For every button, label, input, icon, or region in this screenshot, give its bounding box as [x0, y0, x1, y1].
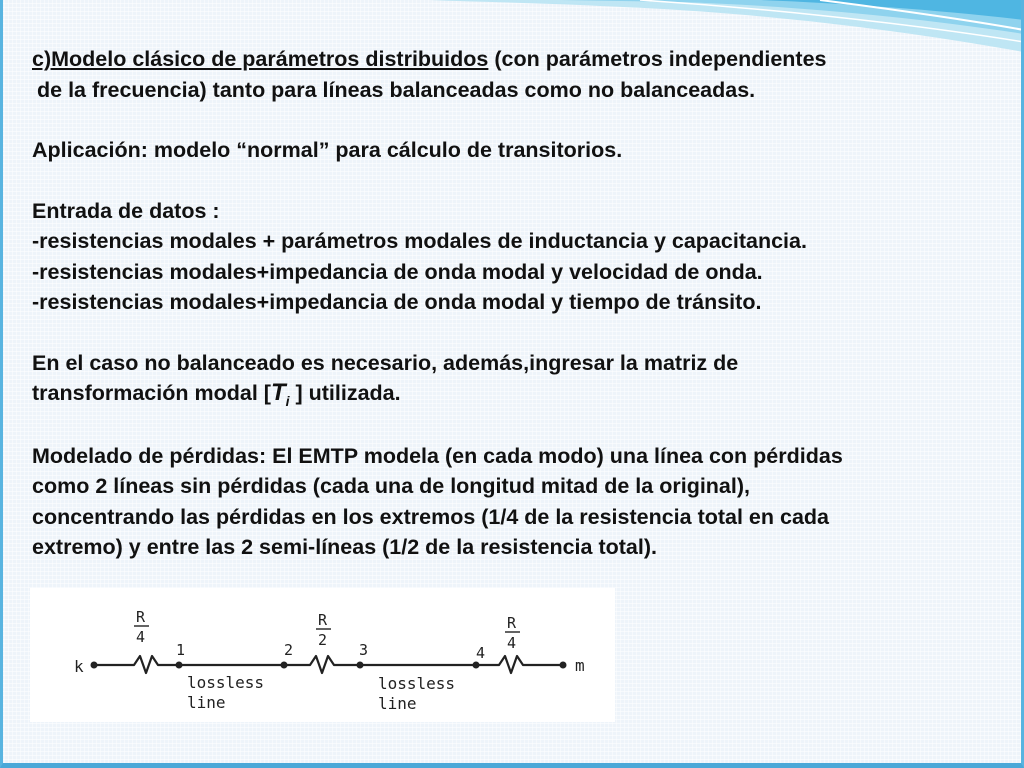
resistor-2-denominator: 2: [318, 631, 328, 649]
node-2-label: 2: [284, 641, 294, 659]
unbalanced-suffix: ] utilizada.: [289, 381, 401, 405]
data-entry-item: -resistencias modales+impedancia de onda modal y tiempo de tránsito.: [32, 290, 762, 314]
resistor-2-numerator: R: [318, 611, 328, 629]
terminal-m-label: m: [575, 656, 585, 675]
segment-2-label-line1: lossless: [378, 674, 456, 693]
data-entry-item: -resistencias modales + parámetros modales de inductancia y capacitancia.: [32, 229, 807, 253]
circuit-wire: [94, 656, 563, 673]
matrix-subscript: i: [285, 393, 290, 409]
resistor-1-denominator: 4: [136, 628, 146, 646]
segment-1-label-line1: lossless: [187, 673, 265, 692]
node-4-label: 4: [476, 644, 486, 662]
unbalanced-line-2: [32, 378, 1007, 411]
terminal-k-dot: [91, 662, 98, 669]
resistor-1-numerator: R: [136, 608, 146, 626]
line-model-diagram: [30, 588, 615, 722]
node-2-dot: [281, 662, 288, 669]
resistor-3-numerator: R: [507, 614, 517, 632]
node-1-label: 1: [176, 641, 186, 659]
resistor-3-denominator: 4: [507, 634, 517, 652]
title-line-2: de la frecuencia) tanto para líneas balanceadas como no balanceadas.: [37, 77, 756, 102]
node-4-dot: [473, 662, 480, 669]
data-entry-heading: Entrada de datos :: [32, 198, 220, 223]
slide-text-body: [32, 44, 1007, 563]
node-1-dot: [176, 662, 183, 669]
losses-line: Modelado de pérdidas: El EMTP modela (en cada modo) una línea con pérdidas: [32, 443, 843, 468]
segment-2-label-line2: line: [378, 694, 417, 713]
losses-line: como 2 líneas sin pérdidas (cada una de longitud mitad de la original),: [32, 474, 750, 498]
terminal-k-label: k: [74, 657, 84, 676]
matrix-symbol: T: [270, 379, 286, 406]
terminal-m-dot: [560, 662, 567, 669]
unbalanced-prefix: transformación modal [: [32, 381, 271, 405]
node-3-label: 3: [359, 641, 369, 659]
title-line-1: [32, 44, 1007, 75]
losses-line: extremo) y entre las 2 semi-líneas (1/2 de la resistencia total).: [32, 535, 657, 559]
losses-line: concentrando las pérdidas en los extremos (1/4 de la resistencia total en cada: [32, 504, 829, 529]
circuit-diagram-svg: [30, 588, 615, 722]
segment-1-label-line2: line: [187, 693, 226, 712]
data-entry-item: -resistencias modales+impedancia de onda modal y velocidad de onda.: [32, 259, 763, 284]
unbalanced-line-1: En el caso no balanceado es necesario, además,ingresar la matriz de: [32, 350, 739, 375]
node-3-dot: [357, 662, 364, 669]
title-underlined: c)Modelo clásico de parámetros distribuidos: [32, 47, 489, 71]
title-rest: (con parámetros independientes: [488, 47, 827, 71]
application-line: Aplicación: modelo “normal” para cálculo de transitorios.: [32, 138, 623, 162]
